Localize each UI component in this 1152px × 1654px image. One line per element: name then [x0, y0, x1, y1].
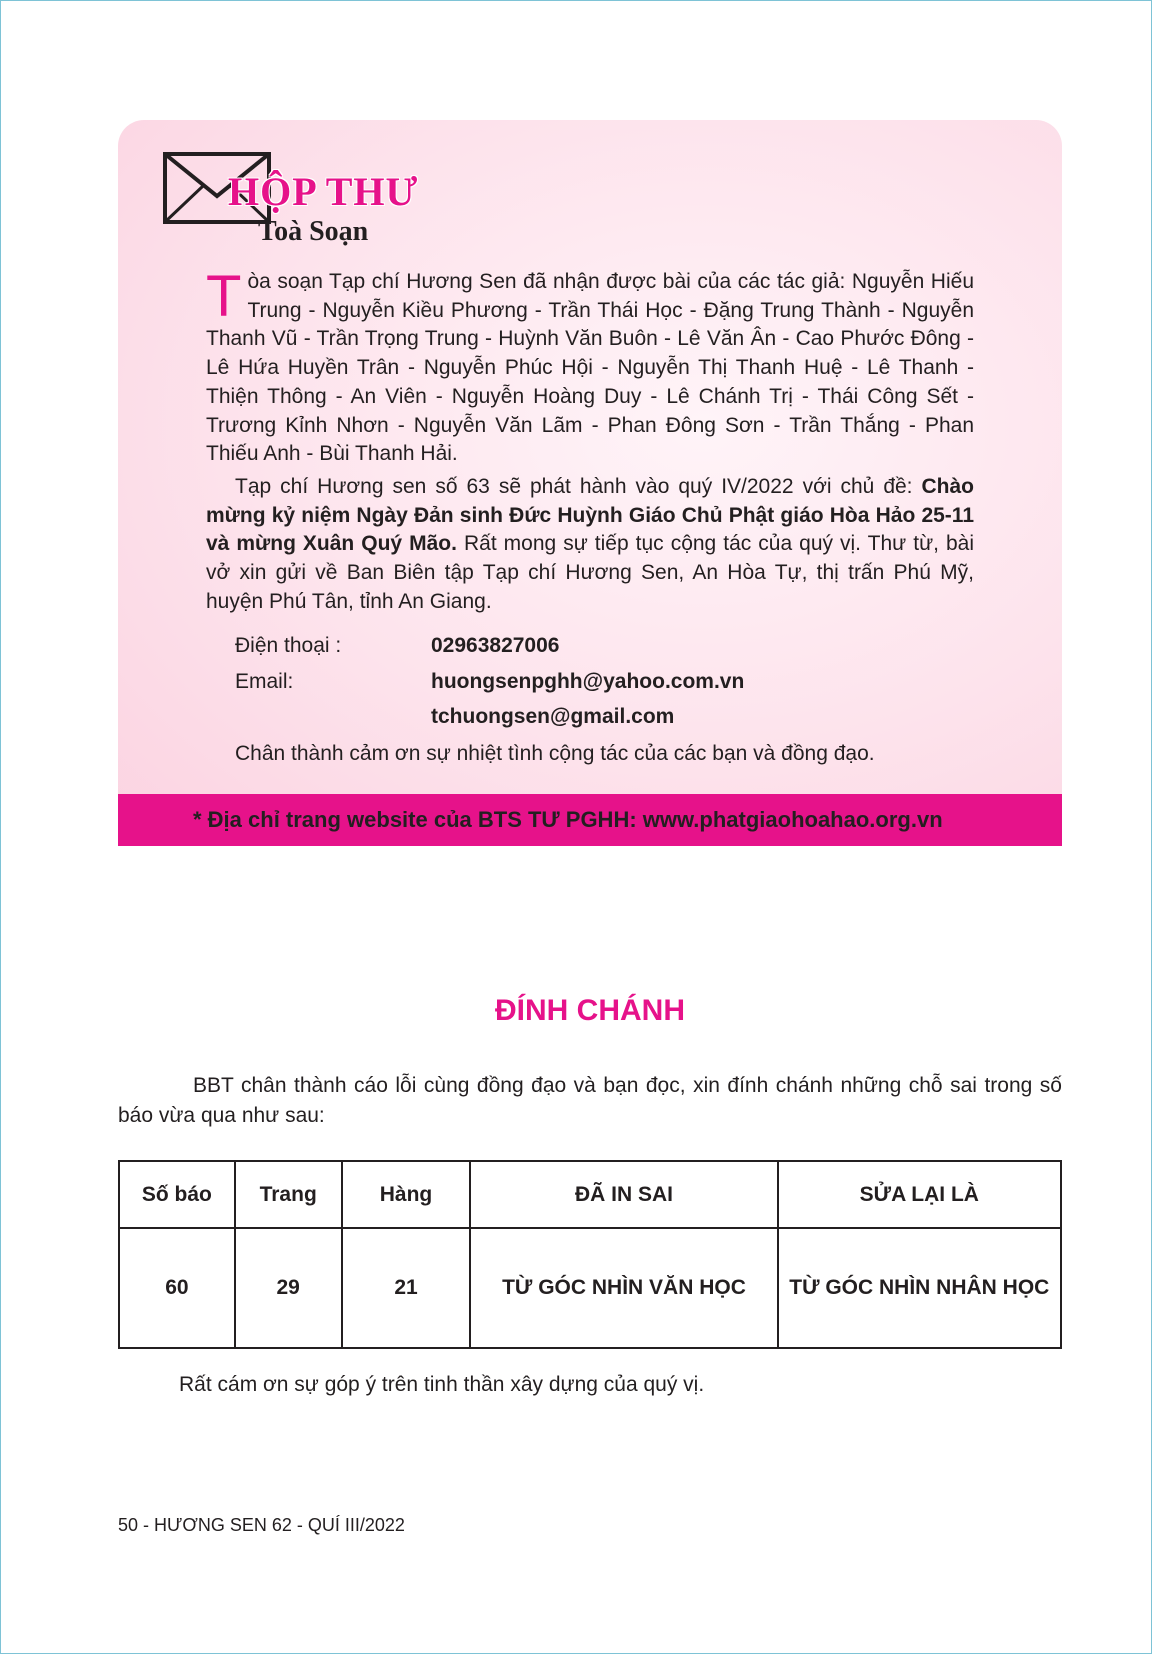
issue-intro: Tạp chí Hương sen số 63 sẽ phát hành vào quý IV/2022 với chủ đề:: [235, 474, 913, 498]
header-printed-wrong: ĐÃ IN SAI: [470, 1161, 777, 1228]
table-row: [119, 1228, 1061, 1348]
phone-value: 02963827006: [431, 634, 560, 657]
dropcap: T: [206, 264, 242, 329]
contact-email-row: [235, 664, 744, 700]
issue-rest: Rất mong sự tiếp tục cộng tác của quý vị. Thư từ, bài vở xin gửi về Ban Biên tập Tạp chí Hương Sen, An Hòa Tự, thị trấn Phú Mỹ, huyện Phú Tân, tỉnh An Giang.: [206, 532, 974, 613]
website-band: [118, 794, 1062, 846]
corrections-outro: Rất cám ơn sự góp ý trên tinh thần xây dựng của quý vị.: [179, 1373, 705, 1396]
corrections-table: [118, 1160, 1062, 1349]
cell-corrected: TỪ GÓC NHÌN NHÂN HỌC: [778, 1228, 1061, 1348]
cell-page: 29: [235, 1228, 342, 1348]
contact-block: [235, 628, 744, 735]
corrections-intro: BBT chân thành cáo lỗi cùng đồng đạo và bạn đọc, xin đính chánh những chỗ sai trong số báo vừa qua như sau:: [118, 1074, 1062, 1127]
issue-theme: Chào mừng kỷ niệm Ngày Đản sinh Đức Huỳnh Giáo Chủ Phật giáo Hòa Hảo 25-11 và mừng Xuân Quý Mão.: [206, 474, 974, 556]
email-label: Email:: [235, 669, 294, 693]
header-page: Trang: [235, 1161, 342, 1228]
table-header-row: [119, 1161, 1061, 1228]
corrections-title: ĐÍNH CHÁNH: [495, 994, 685, 1027]
email-link-2[interactable]: tchuongsen@gmail.com: [431, 705, 675, 728]
cell-printed-wrong: TỪ GÓC NHÌN VĂN HỌC: [470, 1228, 777, 1348]
mailbox-title: HỘP THƯ: [228, 169, 419, 214]
cell-issue: 60: [119, 1228, 235, 1348]
email-link-1[interactable]: huongsenpghh@yahoo.com.vn: [431, 669, 745, 693]
header-corrected: SỬA LẠI LÀ: [778, 1161, 1061, 1228]
contact-email-row-2: [235, 699, 744, 735]
contact-phone-row: [235, 628, 744, 664]
thanks-text: Chân thành cảm ơn sự nhiệt tình cộng tác của các bạn và đồng đạo.: [235, 742, 875, 765]
phone-label: Điện thoại :: [235, 634, 342, 657]
authors-text: òa soạn Tạp chí Hương Sen đã nhận được bài của các tác giả: Nguyễn Hiếu Trung - Nguyễn Kiều Phương - Trần Thái Học - Đặng Trung Thành - Nguyễn Thanh Vũ - Trần Trọng Trung - Huỳnh Văn Buôn - Lê Văn Ân - Cao Phước Đông - Lê Hứa Huyền Trân - Nguyễn Phúc Hội - Nguyễn Thị Thanh Huệ - Lê Thanh - Thiện Thông - An Viên - Nguyễn Hoàng Duy - Lê Chánh Trị - Thái Công Sết - Trương Kỉnh Nhơn - Nguyễn Văn Lãm - Phan Đông Sơn - Trần Thắng - Phan Thiếu Anh - Bùi Thanh Hải.: [206, 270, 974, 466]
mailbox-subtitle: Toà Soạn: [258, 216, 369, 247]
mailbox-section: [118, 120, 1062, 846]
mailbox-body: [206, 264, 974, 616]
cell-line: 21: [342, 1228, 471, 1348]
authors-paragraph: [206, 264, 974, 469]
website-text[interactable]: * Địa chỉ trang website của BTS TƯ PGHH: www.phatgiaohoahao.org.vn: [193, 807, 943, 832]
issue-paragraph: [206, 473, 974, 617]
header-line: Hàng: [342, 1161, 471, 1228]
page-footer: 50 - HƯƠNG SEN 62 - QUÍ III/2022: [118, 1515, 405, 1535]
header-issue: Số báo: [119, 1161, 235, 1228]
